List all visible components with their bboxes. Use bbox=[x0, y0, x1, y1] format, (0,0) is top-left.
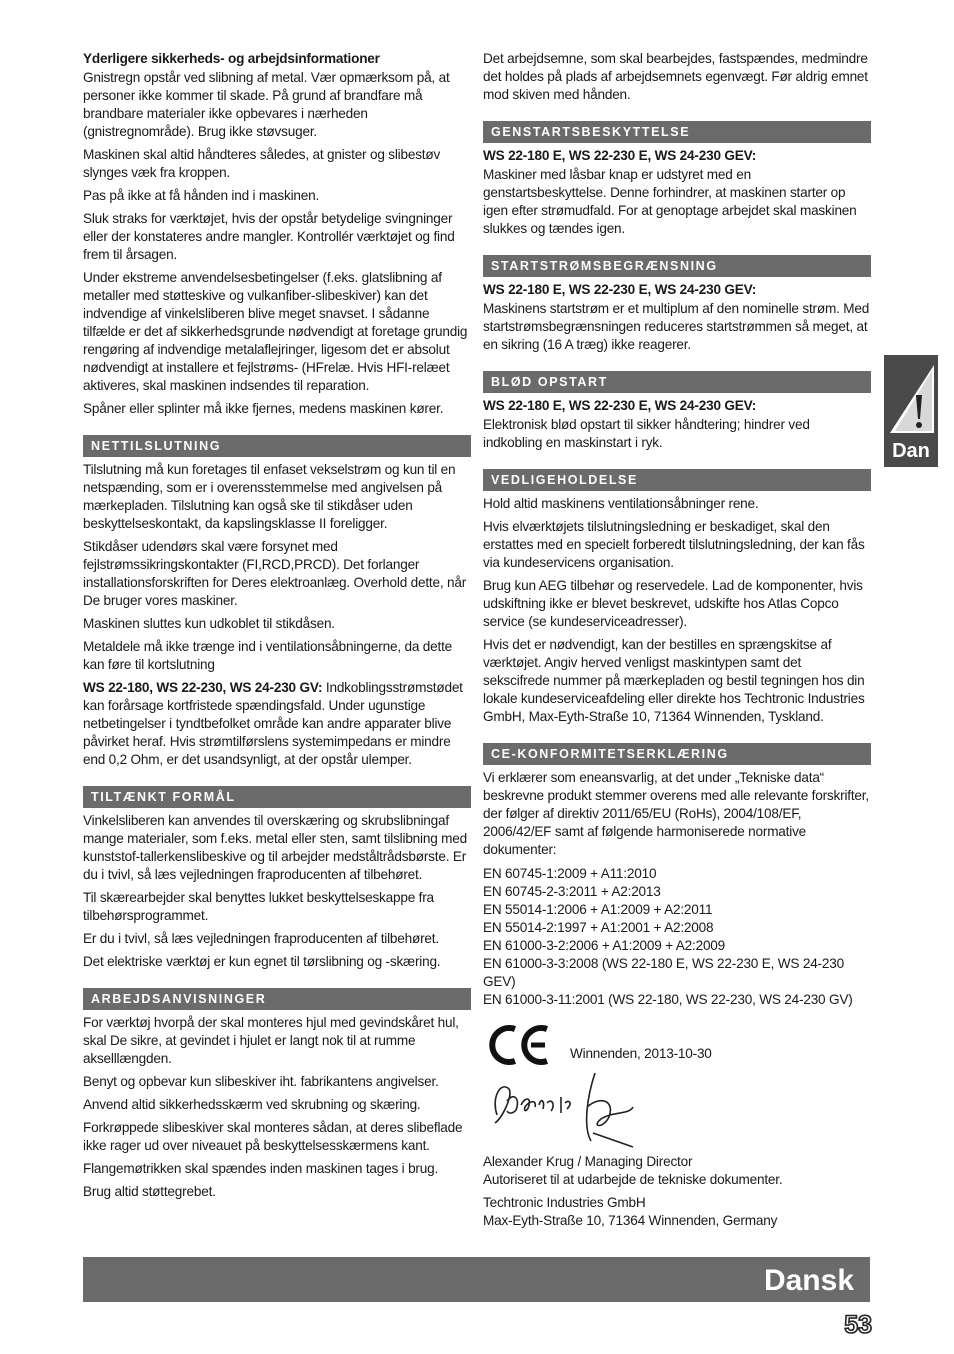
footer-bar bbox=[83, 1257, 870, 1302]
intro-title: Yderligere sikkerheds- og arbejdsinformationer bbox=[83, 51, 380, 66]
section-heading-nettilslutning: NETTILSLUTNING bbox=[83, 435, 471, 457]
paragraph: Forkrøppede slibeskiver skal monteres sådan, at deres slibeflade ikke rager ud over niveauet på beskyttelsesskærmens kant. bbox=[83, 1120, 463, 1153]
model-label: WS 22-180, WS 22-230, WS 24-230 GV: bbox=[83, 680, 323, 695]
section-heading-startstroemsbegraensning: STARTSTRØMSBEGRÆNSNING bbox=[483, 255, 871, 277]
paragraph: Vi erklærer som eneansvarlig, at det under „Tekniske data“ beskrevne produkt stemmer overens med alle relevante forskrifter, der følger af direktiv 2011/65/EU (RoHs), 2004/108/EF, 2006/42/EF samt af følgende harmoniserede normative dokumenter: bbox=[483, 770, 869, 857]
place-date: Winnenden, 2013-10-30 bbox=[570, 1046, 712, 1061]
paragraph: Pas på ikke at få hånden ind i maskinen. bbox=[83, 188, 320, 203]
signature bbox=[483, 1067, 871, 1153]
paragraph: Maskinen skal altid håndteres således, at gnister og slibestøv slynges væk fra kroppen. bbox=[83, 147, 441, 180]
paragraph: For værktøj hvorpå der skal monteres hjul med gevindskåret hul, skal De sikre, at gevindet i hjulet er langt nok til at rumme akselllængden. bbox=[83, 1015, 459, 1066]
left-column bbox=[83, 50, 471, 1206]
paragraph: Maskinens startstrøm er et multiplum af den nominelle strøm. Med startstrømsbegrænsningen reduceres startstrømmen så meget, at en sikring (16 A træg) ikke reagerer. bbox=[483, 301, 870, 352]
standard-item: EN 55014-1:2006 + A1:2009 + A2:2011 bbox=[483, 902, 713, 917]
standard-item: EN 61000-3-3:2008 (WS 22-180 E, WS 22-230 E, WS 24-230 GEV) bbox=[483, 956, 844, 989]
paragraph: Brug kun AEG tilbehør og reservedele. Lad de komponenter, hvis udskiftning ikke er blevet beskrevet, udskifte hos Atlas Copco service (se kundeserviceadresser). bbox=[483, 578, 863, 629]
paragraph: Hold altid maskinens ventilationsåbninger rene. bbox=[483, 496, 759, 511]
paragraph bbox=[83, 679, 471, 769]
section-heading-bloed-opstart: BLØD OPSTART bbox=[483, 371, 871, 393]
company-address: Max-Eyth-Straße 10, 71364 Winnenden, Germany bbox=[483, 1213, 778, 1228]
paragraph: Stikdåser udendørs skal være forsynet med fejlstrømssikringskontakter (FI,RCD,PRCD). Det forlanger installationsforskriften for Deres elektroanlæg. Overhold dette, når De bruger vores maskiner. bbox=[83, 539, 467, 608]
paragraph: Det elektriske værktøj er kun egnet til tørslibning og -skæring. bbox=[83, 954, 441, 969]
standard-item: EN 61000-3-2:2006 + A1:2009 + A2:2009 bbox=[483, 938, 726, 953]
paragraph: Anvend altid sikkerhedsskærm ved skrubning og skæring. bbox=[83, 1097, 421, 1112]
paragraph: Under ekstreme anvendelsesbetingelser (f.eks. glatslibning af metaller med støtteskive og vulkanfiber-slibeskiver) kan det indvendige af vinkelsliberen blive meget snavset. I sådanne tilfælde er det af sikkerhedsgrunde nødvendigt at foretage grundig rengøring af indvendige metalaflejringer, ligesom det er absolut nødvendigt at installere et fejlstrøms- (HFrelæ. Hvis HFI-relæet aktiveres, skal maskinen indsendes til reparation. bbox=[83, 270, 468, 393]
paragraph: Metaldele må ikke trænge ind i ventilationsåbningerne, da dette kan føre til kortslutning bbox=[83, 639, 453, 672]
paragraph: Spåner eller splinter må ikke fjernes, medens maskinen kører. bbox=[83, 401, 444, 416]
model-label: WS 22-180 E, WS 22-230 E, WS 24-230 GEV: bbox=[483, 282, 757, 297]
paragraph: Til skærearbejder skal benyttes lukket beskyttelseskappe fra tilbehørsprogrammet. bbox=[83, 890, 434, 923]
paragraph: Er du i tvivl, så læs vejledningen fraproducenten af tilbehøret. bbox=[83, 931, 439, 946]
section-heading-vedligeholdelse: VEDLIGEHOLDELSE bbox=[483, 469, 871, 491]
paragraph: Hvis elværktøjets tilslutningsledning er beskadiget, skal den erstattes med en specielt forberedt tilslutningsledning, der kan fås via kundeservicens organisation. bbox=[483, 519, 865, 570]
paragraph: Sluk straks for værktøjet, hvis der opstår betydelige svingninger eller der konstateres andre mangler. Kontrollér værktøjet og find frem til årsagen. bbox=[83, 211, 455, 262]
model-text: Indkoblingsstrømstødet kan forårsage kortfristede spændingsfald. Under ugunstige netbetingelser i tyndtbefolket område kan andre apparater blive påvirket heraf. Hvis strømtilførslens systemimpedans er mindre end 0,2 Ohm, er det usandsynligt, at der opstår ulemper. bbox=[83, 680, 463, 767]
paragraph: Tilslutning må kun foretages til enfaset vekselstrøm og kun til en netspænding, som er i overensstemmelse med angivelsen på mærkepladen. Tilslutning kan også ske til stikdåser uden beskyttelseskontakt, da kapslingsklasse II foreligger. bbox=[83, 462, 456, 531]
paragraph: Det arbejdsemne, som skal bearbejdes, fastspændes, medmindre det holdes på plads af arbejdsemnets egenvægt. Før aldrig emnet mod skiven med hånden. bbox=[483, 51, 868, 102]
model-label: WS 22-180 E, WS 22-230 E, WS 24-230 GEV: bbox=[483, 398, 757, 413]
standard-item: EN 60745-1:2009 + A11:2010 bbox=[483, 866, 657, 881]
authorization: Autoriseret til at udarbejde de tekniske dokumenter. bbox=[483, 1172, 783, 1187]
section-heading-arbejdsanvisninger: ARBEJDSANVISNINGER bbox=[83, 988, 471, 1010]
signer: Alexander Krug / Managing Director bbox=[483, 1154, 693, 1169]
right-column bbox=[483, 50, 871, 1235]
standard-item: EN 55014-2:1997 + A1:2001 + A2:2008 bbox=[483, 920, 714, 935]
paragraph: Brug altid støttegrebet. bbox=[83, 1184, 216, 1199]
footer-language: Dansk bbox=[763, 1264, 854, 1297]
side-tab-label: Dan bbox=[892, 440, 930, 462]
paragraph: Hvis det er nødvendigt, kan der bestilles en sprængskitse af værktøjet. Angiv herved venligst maskintypen samt det sekscifrede nummer på mærkepladen og bestil tegningen hos din lokale kundeserviceafdeling eller direkte hos Techtronic Industries GmbH, Max-Eyth-Straße 10, 71364 Winnenden, Tyskland. bbox=[483, 637, 865, 724]
paragraph: Flangemøtrikken skal spændes inden maskinen tages i brug. bbox=[83, 1161, 439, 1176]
ce-mark-icon bbox=[487, 1023, 551, 1067]
page-number: 53 bbox=[844, 1311, 872, 1339]
paragraph: Maskiner med låsbar knap er udstyret med en genstartsbeskyttelse. Denne forhindrer, at maskinen starter op igen efter strømudfald. For at genoptage arbejdet skal maskinen slukkes og tændes igen. bbox=[483, 167, 857, 236]
section-heading-tiltaenkt-formaal: TILTÆNKT FORMÅL bbox=[83, 786, 471, 808]
model-label: WS 22-180 E, WS 22-230 E, WS 24-230 GEV: bbox=[483, 148, 757, 163]
company-name: Techtronic Industries GmbH bbox=[483, 1195, 646, 1210]
standard-item: EN 60745-2-3:2011 + A2:2013 bbox=[483, 884, 661, 899]
standards-list bbox=[483, 865, 871, 1009]
paragraph: Gnistregn opstår ved slibning af metal. Vær opmærksom på, at personer ikke kommer til skade. På grund af brandfare må brandbare materialer ikke opbevares i nærheden (gnistregnområde). Brug ikke støvsuger. bbox=[83, 70, 450, 139]
language-side-tab bbox=[884, 355, 938, 467]
signature-icon bbox=[483, 1067, 653, 1153]
section-heading-genstartsbeskyttelse: GENSTARTSBESKYTTELSE bbox=[483, 121, 871, 143]
paragraph: Elektronisk blød opstart til sikker håndtering; hindrer ved indkobling en maskinstart i ryk. bbox=[483, 417, 810, 450]
standard-item: EN 61000-3-11:2001 (WS 22-180, WS 22-230, WS 24-230 GV) bbox=[483, 992, 853, 1007]
paragraph: Benyt og opbevar kun slibeskiver iht. fabrikantens angivelser. bbox=[83, 1074, 439, 1089]
warning-triangle-icon bbox=[886, 361, 938, 437]
ce-row bbox=[483, 1023, 871, 1067]
section-heading-ce-konformitetserklaering: CE-KONFORMITETSERKLÆRING bbox=[483, 743, 871, 765]
paragraph: Maskinen sluttes kun udkoblet til stikdåsen. bbox=[83, 616, 335, 631]
paragraph: Vinkelsliberen kan anvendes til overskæring og skrubslibningaf mange materialer, som f.eks. metal eller sten, samt tilslibning med kunststof-tallerkenslibeskive og til arbejder medståltrådsbørste. Er du i tvivl, så læs vejledningen fraproducenten af tilbehøret. bbox=[83, 813, 467, 882]
